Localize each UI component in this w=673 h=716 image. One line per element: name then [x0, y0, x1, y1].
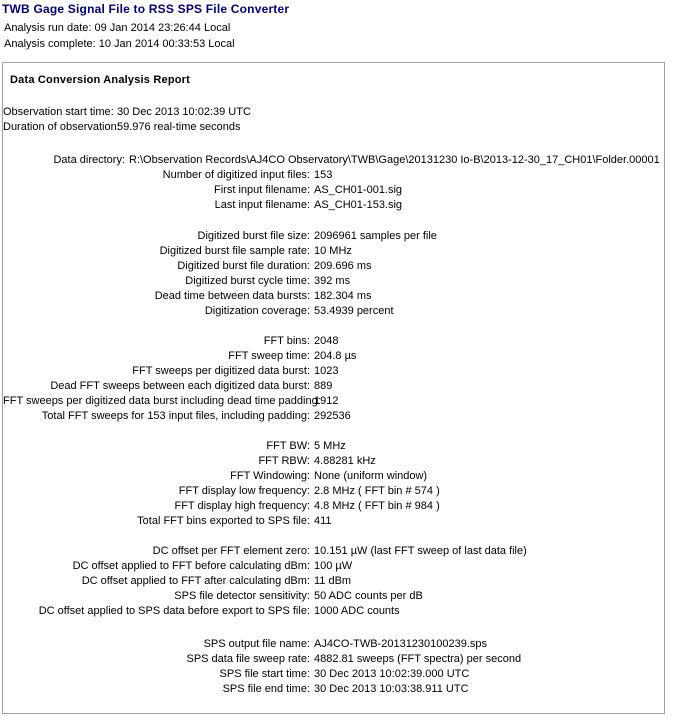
report-row	[3, 667, 664, 682]
report-row	[3, 499, 664, 514]
row-label: FFT display high frequency:	[174, 500, 310, 512]
report-row	[3, 183, 664, 198]
report-group	[3, 439, 664, 529]
report-row	[3, 153, 664, 168]
report-row	[3, 409, 664, 424]
row-label: Digitized burst file sample rate:	[159, 245, 310, 257]
row-label: SPS data file sweep rate:	[186, 653, 310, 665]
row-label: FFT RBW:	[258, 455, 310, 467]
row-value: 2048	[314, 335, 339, 347]
row-value: R:\Observation Records\AJ4CO Observatory\TWB\Gage\20131230 Io-B\2013-12-30_17_CH01\Folder.00001	[129, 154, 660, 166]
report-group	[3, 153, 664, 213]
report-row	[3, 120, 664, 135]
row-value: 59.976 real-time seconds	[117, 121, 241, 133]
report-row	[3, 229, 664, 244]
report-row	[3, 439, 664, 454]
report-row	[3, 334, 664, 349]
row-value: 2.8 MHz ( FFT bin # 574 )	[314, 485, 440, 497]
report-row	[3, 514, 664, 529]
row-value: 11 dBm	[314, 575, 352, 587]
row-value: 1000 ADC counts	[314, 605, 400, 617]
report-row	[3, 394, 664, 409]
row-value: 204.8 µs	[314, 350, 357, 362]
report-row	[3, 105, 664, 120]
row-label: Total FFT bins exported to SPS file:	[137, 515, 310, 527]
analysis-complete: Analysis complete: 10 Jan 2014 00:33:53 Local	[4, 38, 235, 50]
report-row	[3, 274, 664, 289]
row-value: 209.696 ms	[314, 260, 372, 272]
row-value: AS_CH01-001.sig	[314, 184, 403, 196]
row-value: 4882.81 sweeps (FFT spectra) per second	[314, 653, 522, 665]
report-row	[3, 589, 664, 604]
row-label: SPS output file name:	[203, 638, 310, 650]
row-label: SPS file start time:	[219, 668, 310, 680]
analysis-run-date: Analysis run date: 09 Jan 2014 23:26:44 Local	[4, 22, 231, 34]
row-label: FFT display low frequency:	[178, 485, 310, 497]
row-value: 4.8 MHz ( FFT bin # 984 )	[314, 500, 440, 512]
row-value: 2096961 samples per file	[314, 230, 437, 242]
row-value: 30 Dec 2013 10:02:39 UTC	[117, 106, 251, 118]
row-label: SPS file detector sensitivity:	[174, 590, 310, 602]
report-heading: Data Conversion Analysis Report	[10, 74, 191, 86]
row-label: Observation start time:	[3, 106, 114, 118]
row-label: FFT Windowing:	[230, 470, 310, 482]
row-value: 10 MHz	[314, 245, 352, 257]
report-row	[3, 454, 664, 469]
row-value: 30 Dec 2013 10:03:38.911 UTC	[314, 683, 469, 695]
row-label: Digitization coverage:	[204, 305, 310, 317]
report-row	[3, 469, 664, 484]
report-row	[3, 652, 664, 667]
report-group	[3, 544, 664, 619]
window-header	[0, 0, 673, 52]
row-value: None (uniform window)	[314, 470, 428, 482]
report-row	[3, 168, 664, 183]
row-value: AJ4CO-TWB-20131230100239.sps	[314, 638, 488, 650]
row-label: FFT sweep time:	[228, 350, 310, 362]
analysis-meta	[2, 20, 673, 52]
row-value: 1023	[314, 365, 339, 377]
report-row	[3, 484, 664, 499]
row-value: 53.4939 percent	[314, 305, 394, 317]
report-row	[3, 559, 664, 574]
row-value: AS_CH01-153.sig	[314, 199, 403, 211]
row-label: DC offset applied to FFT after calculating dBm:	[81, 575, 310, 587]
report-group	[3, 334, 664, 424]
row-label: FFT bins:	[263, 335, 310, 347]
row-label: Dead time between data bursts:	[154, 290, 310, 302]
report-row	[3, 198, 664, 213]
report-panel	[2, 62, 665, 714]
report-row	[3, 637, 664, 652]
row-value: 292536	[314, 410, 351, 422]
row-label: Data directory:	[53, 154, 125, 166]
row-label: DC offset per FFT element zero:	[152, 545, 310, 557]
row-value: 50 ADC counts per dB	[314, 590, 423, 602]
page-title: TWB Gage Signal File to RSS SPS File Converter	[2, 2, 290, 16]
row-label: FFT sweeps per digitized data burst:	[132, 365, 310, 377]
row-label: Number of digitized input files:	[162, 169, 310, 181]
report-row	[3, 259, 664, 274]
row-value: 10.151 µW (last FFT sweep of last data file)	[314, 545, 527, 557]
row-label: Dead FFT sweeps between each digitized data burst:	[50, 380, 310, 392]
row-value: 30 Dec 2013 10:02:39.000 UTC	[314, 668, 470, 680]
report-row	[3, 349, 664, 364]
report-group	[3, 637, 664, 697]
row-label: Duration of observation:	[3, 121, 120, 133]
row-label: Last input filename:	[214, 199, 310, 211]
row-value: 4.88281 kHz	[314, 455, 376, 467]
report-row	[3, 244, 664, 259]
row-label: FFT BW:	[266, 440, 310, 452]
row-value: 182.304 ms	[314, 290, 372, 302]
report-row	[3, 364, 664, 379]
report-group	[3, 105, 664, 135]
row-label: Digitized burst file size:	[197, 230, 310, 242]
row-value: 411	[314, 515, 332, 527]
row-value: 392 ms	[314, 275, 351, 287]
row-label: Digitized burst file duration:	[177, 260, 310, 272]
report-row	[3, 574, 664, 589]
report-row	[3, 289, 664, 304]
row-label: DC offset applied to FFT before calculating dBm:	[72, 560, 310, 572]
row-value: 100 µW	[314, 560, 353, 572]
row-label: Digitized burst cycle time:	[185, 275, 310, 287]
report-row	[3, 304, 664, 319]
row-label: DC offset applied to SPS data before export to SPS file:	[38, 605, 310, 617]
report-group	[3, 229, 664, 319]
row-label: FFT sweeps per digitized data burst including dead time padding:	[3, 395, 321, 407]
row-label: First input filename:	[214, 184, 310, 196]
row-value: 153	[314, 169, 333, 181]
report-groups	[3, 105, 664, 697]
row-label: Total FFT sweeps for 153 input files, including padding:	[41, 410, 310, 422]
report-row	[3, 682, 664, 697]
row-value: 5 MHz	[314, 440, 346, 452]
report-row	[3, 544, 664, 559]
row-value: 889	[314, 380, 333, 392]
row-label: SPS file end time:	[222, 683, 310, 695]
report-row	[3, 379, 664, 394]
row-value: 1912	[314, 395, 339, 407]
report-row	[3, 604, 664, 619]
